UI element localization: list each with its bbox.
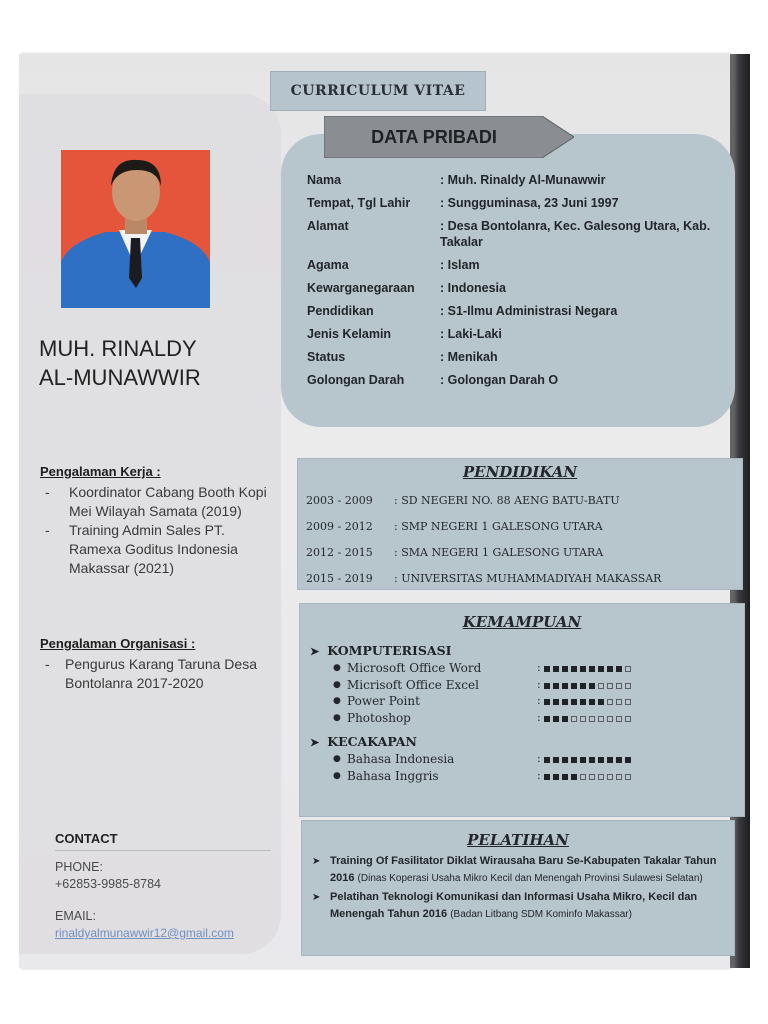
skill-name: Micrisoft Office Excel	[347, 677, 479, 692]
rating-empty-square	[625, 699, 631, 705]
education-years: 2009 - 2012	[306, 520, 373, 533]
training-organizer: (Badan Litbang SDM Kominfo Makassar)	[450, 909, 632, 920]
skill-item	[310, 751, 744, 768]
education-school: : SMP NEGERI 1 GALESONG UTARA	[394, 520, 603, 533]
rating-filled-square	[544, 716, 550, 722]
rating-empty-square	[580, 774, 586, 780]
skill-item	[310, 693, 744, 710]
education-years: 2012 - 2015	[306, 546, 373, 559]
rating-filled-square	[553, 666, 559, 672]
rating-filled-square	[553, 683, 559, 689]
training-text	[330, 889, 726, 923]
rating-filled-square	[598, 666, 604, 672]
rating-filled-square	[589, 757, 595, 763]
rating-filled-square	[607, 757, 613, 763]
skill-name: Bahasa Indonesia	[347, 752, 455, 766]
education-school: : UNIVERSITAS MUHAMMADIYAH MAKASSAR	[394, 572, 662, 585]
rating-filled-square	[562, 757, 568, 763]
personal-info-label: Alamat	[307, 219, 349, 233]
skills-title: KEMAMPUAN	[462, 613, 582, 631]
rating-filled-square	[553, 699, 559, 705]
email-link[interactable]: rinaldyalmunawwir12@gmail.com	[55, 926, 234, 940]
skill-name: Photoshop	[347, 710, 411, 725]
training-title: PELATIHAN	[467, 831, 569, 849]
skill-separator: :	[537, 768, 541, 782]
personal-info-label: Jenis Kelamin	[307, 327, 392, 341]
skill-group	[310, 643, 744, 726]
rating-filled-square	[544, 666, 550, 672]
skill-name: Bahasa Inggris	[347, 768, 439, 783]
skill-rating	[544, 768, 634, 785]
bullet-icon: ●	[333, 770, 341, 781]
education-row	[306, 566, 742, 592]
rating-filled-square	[580, 683, 586, 689]
personal-section-title: DATA PRIBADI	[371, 126, 497, 147]
skill-separator: :	[537, 710, 541, 724]
rating-empty-square	[607, 716, 613, 722]
education-school: : SMA NEGERI 1 GALESONG UTARA	[394, 546, 604, 559]
rating-filled-square	[553, 757, 559, 763]
skill-separator: :	[537, 752, 541, 765]
list-item: - Training Admin Sales PT. Ramexa Goditus Indonesia Makassar (2021)	[40, 521, 275, 578]
rating-empty-square	[589, 774, 595, 780]
rating-filled-square	[544, 699, 550, 705]
rating-empty-square	[616, 699, 622, 705]
skill-name: Power Point	[347, 694, 420, 708]
contact-section	[55, 831, 271, 942]
arrow-bullet-icon: ➤	[312, 892, 321, 903]
rating-filled-square	[562, 699, 568, 705]
rating-filled-square	[598, 699, 604, 705]
rating-empty-square	[598, 774, 604, 780]
skill-separator: :	[537, 694, 541, 707]
rating-filled-square	[625, 757, 631, 763]
rating-filled-square	[580, 666, 586, 672]
cv-title: CURRICULUM VITAE	[270, 71, 486, 111]
rating-filled-square	[562, 716, 568, 722]
phone-label: PHONE:	[55, 860, 103, 874]
skill-name: Microsoft Office Word	[347, 661, 482, 675]
organization-section	[40, 636, 275, 693]
skill-group-title	[310, 643, 744, 660]
personal-info-value: : Sungguminasa, 23 Juni 1997	[440, 196, 619, 210]
personal-info-row	[307, 172, 732, 188]
personal-info-value: : Indonesia	[440, 281, 506, 295]
training-item	[312, 853, 726, 887]
personal-info-value: : Muh. Rinaldy Al-Munawwir	[440, 173, 606, 187]
name-line-1: MUH. RINALDY	[39, 336, 197, 361]
arrow-bullet-icon: ➤	[310, 736, 320, 749]
training-list	[302, 853, 734, 923]
arrow-bullet-icon: ➤	[310, 645, 320, 658]
skill-rating	[544, 710, 634, 727]
bullet-icon: ●	[333, 679, 341, 690]
personal-info-row	[307, 326, 732, 342]
work-experience-list	[40, 483, 275, 578]
rating-filled-square	[616, 757, 622, 763]
rating-empty-square	[598, 716, 604, 722]
training-panel	[301, 820, 735, 956]
personal-info-label: Nama	[307, 173, 342, 187]
rating-empty-square	[607, 699, 613, 705]
rating-empty-square	[625, 683, 631, 689]
organization-heading: Pengalaman Organisasi :	[40, 636, 196, 651]
personal-info-label: Status	[307, 350, 346, 364]
profile-photo	[61, 150, 210, 308]
rating-filled-square	[553, 716, 559, 722]
skill-item	[310, 660, 744, 677]
education-years: 2003 - 2009	[306, 494, 373, 507]
personal-info-value: : Laki-Laki	[440, 327, 502, 341]
education-row	[306, 514, 742, 540]
training-title-text: Pelatihan Teknologi Komunikasi dan Informasi Usaha Mikro, Kecil dan Menengah Tahun 2016	[330, 891, 698, 920]
education-row	[306, 540, 742, 566]
rating-filled-square	[571, 757, 577, 763]
skill-group-name: KOMPUTERISASI	[327, 643, 452, 658]
portrait-illustration	[61, 150, 210, 308]
skill-groups	[300, 643, 744, 784]
work-experience-heading: Pengalaman Kerja :	[40, 464, 161, 479]
rating-filled-square	[544, 683, 550, 689]
phone-value: +62853-9985-8784	[55, 877, 161, 891]
rating-empty-square	[616, 716, 622, 722]
skill-rating	[544, 677, 634, 694]
skill-group	[310, 734, 744, 784]
personal-info-value: : Islam	[440, 258, 480, 272]
rating-empty-square	[598, 683, 604, 689]
email-label: EMAIL:	[55, 909, 96, 923]
training-organizer: (Dinas Koperasi Usaha Mikro Kecil dan Menengah Provinsi Sulawesi Selatan)	[357, 873, 703, 884]
arrow-bullet-icon: ➤	[312, 856, 321, 867]
skill-group-name: KECAKAPAN	[327, 734, 417, 749]
bullet-icon: ●	[333, 712, 341, 723]
personal-info-value: : Menikah	[440, 350, 498, 364]
rating-filled-square	[571, 774, 577, 780]
organization-list	[40, 655, 275, 693]
personal-info-value: : Desa Bontolanra, Kec. Galesong Utara, Kab. Takalar	[440, 219, 711, 249]
personal-info-row	[307, 257, 732, 273]
skill-separator: :	[537, 661, 541, 674]
skill-group-title	[310, 734, 744, 751]
rating-filled-square	[553, 774, 559, 780]
skill-item	[310, 710, 744, 727]
name-line-2: AL-MUNAWWIR	[39, 365, 201, 390]
bullet-icon: ●	[333, 754, 341, 764]
bullet-icon: ●	[333, 663, 341, 673]
rating-empty-square	[616, 683, 622, 689]
skill-item	[310, 768, 744, 785]
cv-page	[19, 54, 730, 968]
rating-filled-square	[544, 757, 550, 763]
training-item	[312, 889, 726, 923]
personal-info-label: Golongan Darah	[307, 373, 405, 387]
skill-rating	[544, 693, 634, 710]
personal-info-label: Pendidikan	[307, 304, 374, 318]
education-row	[306, 488, 742, 514]
skill-rating	[544, 751, 634, 768]
rating-filled-square	[589, 683, 595, 689]
rating-filled-square	[580, 757, 586, 763]
rating-empty-square	[580, 716, 586, 722]
personal-info-value: : Golongan Darah O	[440, 373, 559, 387]
rating-empty-square	[571, 716, 577, 722]
rating-filled-square	[544, 774, 550, 780]
list-item: - Pengurus Karang Taruna Desa Bontolanra 2017-2020	[40, 655, 275, 693]
training-title-text: Training Of Fasilitator Diklat Wirausaha Baru Se-Kabupaten Takalar Tahun 2016	[330, 855, 717, 884]
education-panel	[297, 458, 743, 590]
training-text	[330, 853, 726, 887]
education-rows	[298, 488, 742, 592]
rating-filled-square	[571, 683, 577, 689]
rating-filled-square	[607, 666, 613, 672]
rating-empty-square	[625, 774, 631, 780]
rating-filled-square	[589, 666, 595, 672]
rating-empty-square	[625, 716, 631, 722]
skills-panel	[299, 603, 745, 817]
list-item: - Koordinator Cabang Booth Kopi Mei Wilayah Samata (2019)	[40, 483, 275, 521]
rating-filled-square	[562, 774, 568, 780]
rating-filled-square	[589, 699, 595, 705]
education-school: : SD NEGERI NO. 88 AENG BATU-BATU	[394, 494, 620, 507]
skill-item	[310, 677, 744, 694]
rating-filled-square	[616, 666, 622, 672]
full-name	[39, 334, 279, 392]
bullet-icon: ●	[333, 696, 341, 706]
personal-info-row	[307, 303, 732, 319]
personal-info-label: Tempat, Tgl Lahir	[307, 196, 411, 210]
personal-info-row	[307, 195, 732, 211]
rating-filled-square	[571, 699, 577, 705]
rating-empty-square	[625, 666, 631, 672]
personal-section-banner	[324, 116, 572, 158]
contact-heading: CONTACT	[55, 831, 271, 851]
skill-separator: :	[537, 677, 541, 691]
personal-info-row	[307, 218, 732, 250]
rating-empty-square	[607, 774, 613, 780]
personal-info-label: Agama	[307, 258, 349, 272]
work-experience-section	[40, 464, 275, 578]
rating-filled-square	[562, 683, 568, 689]
education-years: 2015 - 2019	[306, 572, 373, 585]
rating-filled-square	[580, 699, 586, 705]
rating-filled-square	[598, 757, 604, 763]
personal-info-row	[307, 372, 732, 388]
rating-filled-square	[571, 666, 577, 672]
personal-info-row	[307, 349, 732, 365]
personal-info-list	[307, 172, 732, 395]
rating-empty-square	[616, 774, 622, 780]
rating-filled-square	[562, 666, 568, 672]
rating-empty-square	[607, 683, 613, 689]
personal-info-label: Kewarganegaraan	[307, 281, 415, 295]
personal-info-value: : S1-Ilmu Administrasi Negara	[440, 304, 618, 318]
rating-empty-square	[589, 716, 595, 722]
education-title: PENDIDIKAN	[462, 463, 578, 481]
personal-info-row	[307, 280, 732, 296]
skill-rating	[544, 660, 634, 677]
